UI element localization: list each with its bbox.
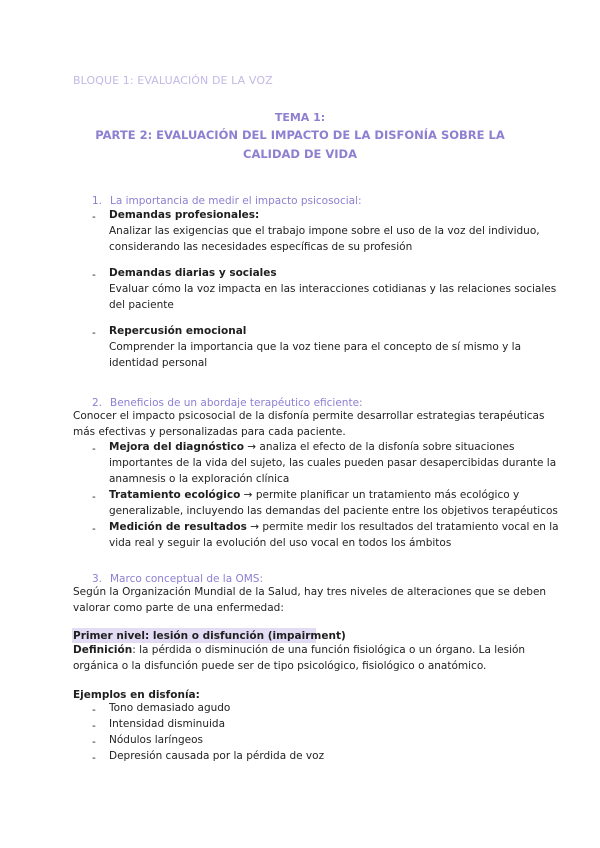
bullet-dash: - [92, 523, 96, 535]
section-number: 2. [92, 397, 103, 409]
list-item: Nódulos laríngeos [109, 734, 204, 746]
list-item [109, 207, 540, 255]
section-intro [73, 408, 544, 440]
bullet-dash: - [92, 327, 96, 339]
section-title: La importancia de medir el impacto psicosocial: [110, 195, 362, 207]
list-item [109, 519, 559, 551]
bullet-dash: - [92, 720, 96, 732]
list-item [109, 265, 556, 313]
list-item [109, 323, 521, 371]
section-intro [73, 584, 546, 616]
section-number: 3. [92, 573, 103, 585]
item-text: analiza el efecto de la disfonía sobre situaciones [259, 441, 515, 453]
item-title: Medición de resultados [109, 521, 247, 533]
bullet-dash: - [92, 491, 96, 503]
section-number: 1. [92, 195, 103, 207]
item-text: considerando las necesidades específicas de su profesión [109, 241, 413, 253]
list-item [109, 487, 558, 519]
list-item: Depresión causada por la pérdida de voz [109, 750, 325, 762]
bullet-dash: - [92, 443, 96, 455]
arrow-symbol: → [246, 521, 263, 533]
item-text: generalizable, incluyendo las demandas del paciente entre los objetivos terapéuticos [109, 505, 558, 517]
definition-text: orgánica o la disfunción puede ser de tipo psicológico, fisiológico o anatómico. [73, 660, 487, 672]
item-text: importantes de la vida del sujeto, las cuales pueden pasar desapercibidas durante la [109, 457, 557, 469]
item-text: Comprender la importancia que la voz tiene para el concepto de sí mismo y la [109, 341, 522, 353]
item-title: Demandas profesionales: [109, 209, 260, 221]
item-title: Demandas diarias y sociales [109, 267, 277, 279]
bullet-dash: - [92, 211, 96, 223]
item-title: Repercusión emocional [109, 325, 247, 337]
item-text: Analizar las exigencias que el trabajo impone sobre el uso de la voz del individuo, [109, 225, 540, 237]
arrow-symbol: → [243, 441, 260, 453]
parte-heading: PARTE 2: EVALUACIÓN DEL IMPACTO DE LA DISFONÍA SOBRE LA CALIDAD DE VIDA [95, 128, 505, 161]
item-text: vida real y seguir la evolución del uso vocal en todos los ámbitos [109, 537, 452, 549]
bullet-dash: - [92, 269, 96, 281]
intro-line: valorar como parte de una enfermedad: [73, 602, 284, 614]
definition-label: Definición [73, 644, 133, 656]
item-text: Evaluar cómo la voz impacta en las interacciones cotidianas y las relaciones sociales [109, 283, 557, 295]
definition-text: : la pérdida o disminución de una función fisiológica o un órgano. La lesión [132, 644, 526, 656]
item-text: identidad personal [109, 357, 208, 369]
arrow-symbol: → [240, 489, 256, 501]
item-text: anamnesis o la exploración clínica [109, 473, 290, 485]
tema-heading: TEMA 1: [274, 111, 326, 124]
item-title: Mejora del diagnóstico [109, 441, 244, 453]
definition [73, 642, 525, 674]
list-item: Intensidad disminuida [109, 718, 225, 730]
level-title-text: Primer nivel: lesión o disfunción (impairment) [73, 630, 346, 642]
bullet-dash: - [92, 736, 96, 748]
bullet-dash: - [92, 704, 96, 716]
block-title: BLOQUE 1: EVALUACIÓN DE LA VOZ [73, 74, 273, 87]
item-title: Tratamiento ecológico [109, 489, 241, 501]
section-title: Marco conceptual de la OMS: [110, 573, 264, 585]
intro-line: más efectivas y personalizadas para cada paciente. [73, 426, 346, 438]
bullet-dash: - [92, 752, 96, 764]
intro-line: Según la Organización Mundial de la Salud, hay tres niveles de alteraciones que se deben [73, 586, 547, 598]
intro-line: Conocer el impacto psicosocial de la disfonía permite desarrollar estrategias terapéuticas [73, 410, 545, 422]
list-item [109, 439, 556, 487]
section-title: Beneficios de un abordaje terapéutico eficiente: [110, 397, 363, 409]
list-item: Tono demasiado agudo [109, 702, 231, 714]
item-text: permite medir los resultados del tratamiento vocal en la [262, 521, 559, 533]
item-text: permite planificar un tratamiento más ecológico y [255, 489, 520, 501]
item-text: del paciente [109, 299, 174, 311]
section-1-heading [92, 195, 362, 207]
examples-title-text: Ejemplos en disfonía: [73, 689, 200, 701]
